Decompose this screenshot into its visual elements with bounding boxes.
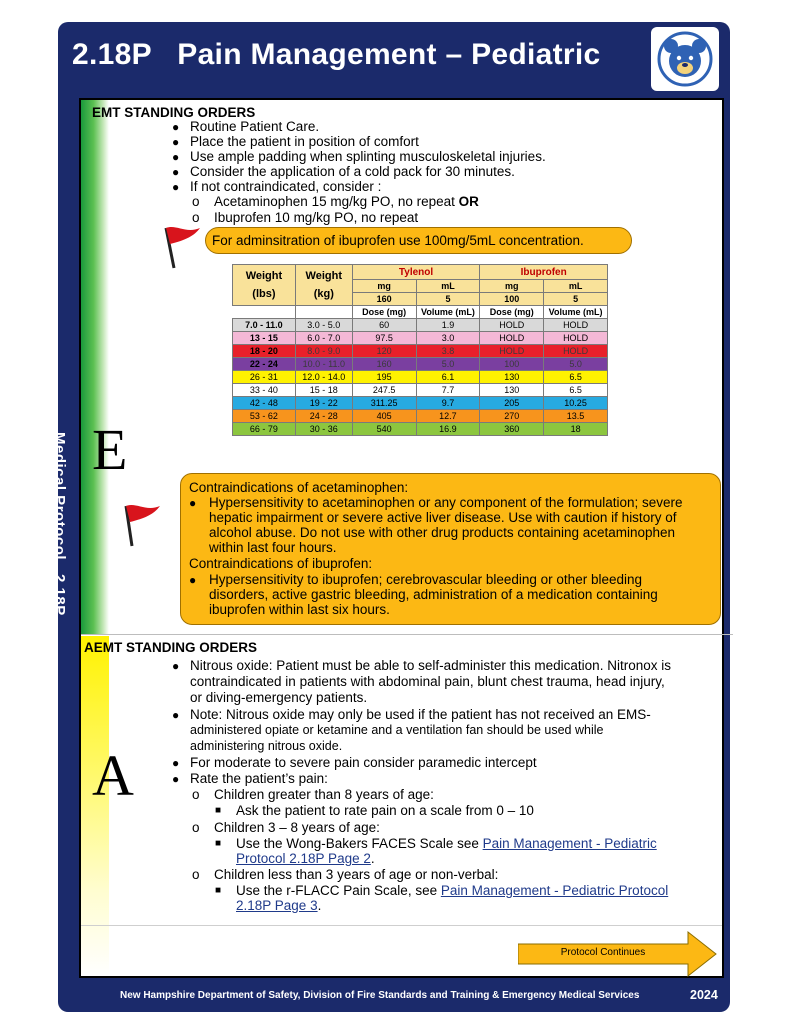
footer-text: New Hampshire Department of Safety, Division of Fire Standards and Training & Emergency Medical Services [120, 990, 640, 1001]
dose-cell-t-ml: 5.0 [416, 358, 480, 371]
dose-cell-lbs: 7.0 - 11.0 [233, 319, 296, 332]
dose-cell-i-mg: 270 [480, 410, 544, 423]
emt-level-bar [81, 100, 109, 634]
section-divider [81, 634, 733, 635]
bottom-divider [81, 925, 722, 926]
dose-row [233, 397, 608, 410]
dose-row [233, 319, 608, 332]
dose-cell-lbs: 26 - 31 [233, 371, 296, 384]
dose-cell-t-ml: 3.0 [416, 332, 480, 345]
dosing-table: Weight (lbs) Weight (kg) Tylenol Ibuprofen mg mL mg mL 160 5 100 5 Dose (mg) Volume (mL) Dose (mg) Volume (mL) 7.0 - 11.0 3.0 - 5.0 60 1.9 HOLD HOLD 13 - 15 6.0 - 7.0 97.5 3.0 HOLD HOLD 18 - 20 8.0 - 9.0 120 3.8 HOLD HOLD 22 - 24 10.0 - 11.0 160 5.0 100 5.0 26 - 31 12.0 - 14.0 195 6.1 130 6.5 33 - 40 15 - 18 247.5 7.7 130 6.5 42 - 48 19 - 22 311.25 9.7 205 10.25 53 - 62 24 - 28 405 12.7 270 13.5 66 - 79 30 - 36 540 16.9 360 18 [232, 264, 608, 436]
dose-cell-t-ml: 9.7 [416, 397, 480, 410]
ibuprofen-header: Ibuprofen [480, 265, 608, 280]
contraindications-box: Contraindications of acetaminophen: ● Hypersensitivity to acetaminophen or any component of the formulation; severe hepatic impairment or severe active liver disease. Use with caution if history of alcohol abuse. Do not use with other drug products containing acetaminophen within last four hours. Contraindications of ibuprofen: ● Hypersensitivity to ibuprofen; cerebrovascular bleeding or other bleeding disorders, active gastric bleeding, administration of a medication containing ibuprofen within last six hours. [180, 473, 721, 625]
dose-cell-i-ml: 6.5 [544, 384, 608, 397]
dose-cell-i-ml: HOLD [544, 319, 608, 332]
dose-cell-i-mg: HOLD [480, 332, 544, 345]
dose-cell-kg: 10.0 - 11.0 [295, 358, 352, 371]
flacc-link[interactable]: Pain Management - Pediatric Protocol [440, 883, 669, 898]
emt-sub-bullet: Ibuprofen 10 mg/kg PO, no repeat [214, 210, 419, 225]
dose-cell-i-mg: 205 [480, 397, 544, 410]
dose-cell-lbs: 66 - 79 [233, 423, 296, 436]
dose-cell-t-mg: 405 [352, 410, 416, 423]
wong-baker-link[interactable]: Pain Management - Pediatric [482, 836, 657, 851]
acetaminophen-contra-title: Contraindications of acetaminophen: [189, 480, 409, 495]
dose-cell-t-ml: 16.9 [416, 423, 480, 436]
dose-cell-t-mg: 97.5 [352, 332, 416, 345]
dose-row [233, 423, 608, 436]
ibuprofen-note: For adminsitration of ibuprofen use 100mg/5mL concentration. [205, 227, 632, 254]
dose-cell-t-mg: 60 [352, 319, 416, 332]
dose-cell-t-mg: 120 [352, 345, 416, 358]
dose-cell-i-mg: 130 [480, 384, 544, 397]
dose-cell-i-ml: 10.25 [544, 397, 608, 410]
dose-cell-lbs: 42 - 48 [233, 397, 296, 410]
dose-row [233, 410, 608, 423]
emt-bullet: Routine Patient Care. [190, 119, 320, 134]
dose-cell-t-mg: 247.5 [352, 384, 416, 397]
red-flag-icon [120, 500, 164, 555]
dose-cell-t-ml: 1.9 [416, 319, 480, 332]
dose-cell-t-mg: 311.25 [352, 397, 416, 410]
dose-cell-kg: 15 - 18 [295, 384, 352, 397]
emt-letter: E [92, 417, 128, 482]
red-flag-icon [160, 222, 204, 277]
emt-bullet: If not contraindicated, consider : [190, 179, 382, 194]
emt-sub-bullet: Acetaminophen 15 mg/kg PO, no repeat OR [214, 194, 479, 209]
protocol-continues-button[interactable] [518, 930, 718, 983]
protocol-continues-label: Protocol Continues [560, 947, 646, 958]
emt-bullet: Consider the application of a cold pack for 30 minutes. [190, 164, 515, 179]
dose-cell-i-ml: 18 [544, 423, 608, 436]
dose-cell-t-ml: 7.7 [416, 384, 480, 397]
dose-cell-i-mg: 360 [480, 423, 544, 436]
dose-cell-kg: 19 - 22 [295, 397, 352, 410]
footer-year: 2024 [690, 988, 718, 1002]
dose-row [233, 345, 608, 358]
dose-cell-lbs: 33 - 40 [233, 384, 296, 397]
dose-cell-i-ml: HOLD [544, 332, 608, 345]
aemt-section-title: AEMT STANDING ORDERS [84, 640, 258, 655]
dose-cell-kg: 6.0 - 7.0 [295, 332, 352, 345]
tylenol-header: Tylenol [352, 265, 480, 280]
teddy-bear-icon [651, 27, 719, 91]
dose-cell-i-ml: 13.5 [544, 410, 608, 423]
dose-cell-t-mg: 195 [352, 371, 416, 384]
dose-cell-lbs: 18 - 20 [233, 345, 296, 358]
page-title: 2.18P Pain Management – Pediatric [72, 38, 601, 71]
dose-cell-i-mg: 130 [480, 371, 544, 384]
dose-cell-t-mg: 160 [352, 358, 416, 371]
dose-row [233, 371, 608, 384]
dose-cell-kg: 12.0 - 14.0 [295, 371, 352, 384]
dose-cell-i-mg: HOLD [480, 319, 544, 332]
dose-cell-lbs: 53 - 62 [233, 410, 296, 423]
dose-cell-lbs: 22 - 24 [233, 358, 296, 371]
dose-cell-kg: 30 - 36 [295, 423, 352, 436]
dose-cell-i-mg: 100 [480, 358, 544, 371]
dose-cell-t-ml: 12.7 [416, 410, 480, 423]
dose-cell-i-ml: 5.0 [544, 358, 608, 371]
emt-bullet: Place the patient in position of comfort [190, 134, 419, 149]
weight-kg-header: Weight (kg) [295, 265, 352, 306]
emt-section-title: EMT STANDING ORDERS [92, 105, 256, 120]
side-label: Medical Protocol 2.18P [51, 432, 68, 616]
weight-lbs-header: Weight (lbs) [233, 265, 296, 306]
flacc-link[interactable]: 2.18P Page 3 [236, 898, 318, 913]
dose-cell-i-ml: 6.5 [544, 371, 608, 384]
dose-cell-kg: 24 - 28 [295, 410, 352, 423]
dose-cell-t-mg: 540 [352, 423, 416, 436]
dose-cell-kg: 8.0 - 9.0 [295, 345, 352, 358]
ibuprofen-contra-title: Contraindications of ibuprofen: [189, 556, 373, 571]
dose-cell-i-mg: HOLD [480, 345, 544, 358]
dose-cell-i-ml: HOLD [544, 345, 608, 358]
dose-row [233, 384, 608, 397]
dose-cell-t-ml: 6.1 [416, 371, 480, 384]
dose-cell-t-ml: 3.8 [416, 345, 480, 358]
dose-row [233, 358, 608, 371]
dose-row [233, 332, 608, 345]
dose-cell-lbs: 13 - 15 [233, 332, 296, 345]
wong-baker-link[interactable]: Protocol 2.18P Page 2 [236, 851, 371, 866]
emt-bullet: Use ample padding when splinting musculoskeletal injuries. [190, 149, 546, 164]
aemt-letter: A [92, 743, 134, 808]
dose-cell-kg: 3.0 - 5.0 [295, 319, 352, 332]
